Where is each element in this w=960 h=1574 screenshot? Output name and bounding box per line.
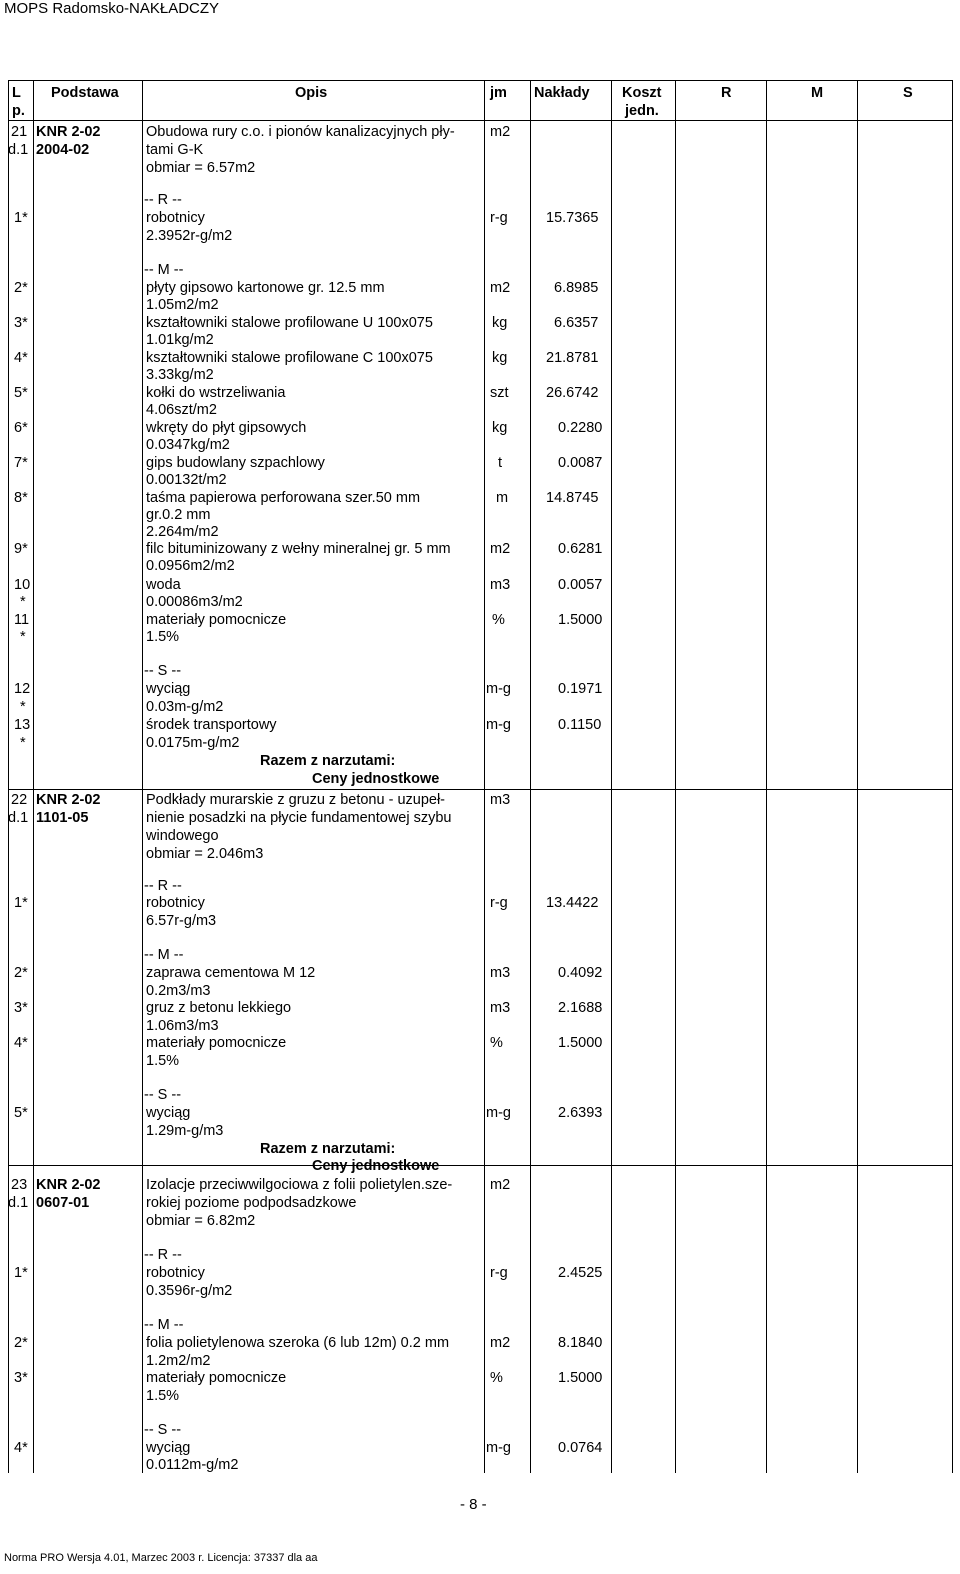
line-quantity: 0.2280 [558, 420, 603, 436]
line-norm: 1.5% [146, 1388, 180, 1404]
line-number-suffix: * [20, 735, 26, 751]
line-unit: m-g [486, 681, 511, 697]
item-unit: m3 [490, 792, 511, 808]
col-header-koszt-2: jedn. [625, 103, 659, 119]
line-quantity: 6.8985 [554, 280, 599, 296]
grid-line [8, 789, 953, 790]
line-norm: 2.264m/m2 [146, 524, 219, 540]
line-quantity: 13.4422 [546, 895, 599, 911]
col-header-lp: L [12, 85, 21, 101]
line-name: wyciąg [146, 681, 191, 697]
line-unit: m3 [490, 577, 511, 593]
line-name: środek transportowy [146, 717, 277, 733]
line-number: 6* [14, 420, 28, 436]
line-name: gips budowlany szpachlowy [146, 455, 325, 471]
line-number-suffix: * [20, 594, 26, 610]
item-description: nienie posadzki na płycie fundamentowej szybu [146, 810, 452, 826]
line-unit: kg [492, 350, 508, 366]
line-name: kształtowniki stalowe profilowane U 100x075 [146, 315, 433, 331]
section-label: -- R -- [144, 192, 182, 208]
section-label: -- M -- [144, 262, 184, 278]
line-number: 2* [14, 965, 28, 981]
line-number: 8* [14, 490, 28, 506]
line-unit: m3 [490, 965, 511, 981]
line-norm: 3.33kg/m2 [146, 367, 214, 383]
line-quantity: 0.0057 [558, 577, 603, 593]
item-number-sub: d.1 [8, 142, 29, 158]
line-number: 9* [14, 541, 28, 557]
line-name-cont: gr.0.2 mm [146, 507, 211, 523]
line-norm: 0.2m3/m3 [146, 983, 211, 999]
line-unit: m3 [490, 1000, 511, 1016]
line-quantity: 26.6742 [546, 385, 599, 401]
line-norm: 0.03m-g/m2 [146, 699, 224, 715]
line-number: 1* [14, 210, 28, 226]
line-norm: 0.3596r-g/m2 [146, 1283, 233, 1299]
line-quantity: 1.5000 [558, 1370, 603, 1386]
line-quantity: 0.1971 [558, 681, 603, 697]
line-name: robotnicy [146, 1265, 205, 1281]
line-number: 1* [14, 1265, 28, 1281]
line-unit: kg [492, 315, 508, 331]
line-number: 7* [14, 455, 28, 471]
section-label: -- S -- [144, 1087, 182, 1103]
col-header-m: M [811, 85, 824, 101]
section-label: -- R -- [144, 1247, 182, 1263]
line-unit: r-g [490, 210, 508, 226]
line-norm: 1.05m2/m2 [146, 297, 219, 313]
col-header-naklady: Nakłady [534, 85, 590, 101]
line-number-suffix: * [20, 699, 26, 715]
line-norm: 1.5% [146, 1053, 180, 1069]
line-name: gruz z betonu lekkiego [146, 1000, 292, 1016]
item-description: Izolacje przeciwwilgociowa z folii polietylen.sze- [146, 1177, 453, 1193]
grid-line [857, 80, 858, 1473]
item-number-sub: d.1 [8, 1195, 29, 1211]
col-header-opis: Opis [295, 85, 328, 101]
item-unit: m2 [490, 1177, 511, 1193]
section-label: -- R -- [144, 878, 182, 894]
grid-line [952, 80, 953, 1473]
line-number: 3* [14, 1370, 28, 1386]
line-name: materiały pomocnicze [146, 1370, 287, 1386]
section-label: -- M -- [144, 947, 184, 963]
window-title: MOPS Radomsko-NAKŁADCZY [4, 0, 220, 17]
item-number-sub: d.1 [8, 810, 29, 826]
line-norm: 1.5% [146, 629, 180, 645]
item-description: tami G-K [146, 142, 204, 158]
line-name: woda [146, 577, 181, 593]
line-unit: szt [490, 385, 509, 401]
line-quantity: 8.1840 [558, 1335, 603, 1351]
line-quantity: 0.4092 [558, 965, 603, 981]
line-norm: 0.00086m3/m2 [146, 594, 243, 610]
line-name: materiały pomocnicze [146, 612, 287, 628]
line-number: 5* [14, 1105, 28, 1121]
item-unit: m2 [490, 124, 511, 140]
col-header-r: R [721, 85, 732, 101]
line-number: 5* [14, 385, 28, 401]
line-number: 2* [14, 1335, 28, 1351]
line-unit: m-g [486, 1105, 511, 1121]
grid-line [766, 80, 767, 1473]
item-number: 21 [11, 124, 28, 140]
grid-line [675, 80, 676, 1473]
grid-line [611, 80, 612, 1473]
line-number: 4* [14, 350, 28, 366]
totals-label: Razem z narzutami: [260, 1141, 396, 1157]
line-name: filc bituminizowany z wełny mineralnej gr. 5 mm [146, 541, 451, 557]
line-norm: 0.0175m-g/m2 [146, 735, 240, 751]
line-name: kształtowniki stalowe profilowane C 100x075 [146, 350, 433, 366]
line-unit: % [490, 1370, 503, 1386]
item-basis: KNR 2-02 [36, 1177, 101, 1193]
line-norm: 1.29m-g/m3 [146, 1123, 224, 1139]
item-number: 22 [11, 792, 28, 808]
page-number: - 8 - [460, 1496, 487, 1513]
grid-line [33, 80, 34, 1473]
section-label: -- M -- [144, 1317, 184, 1333]
line-name: robotnicy [146, 210, 205, 226]
unit-prices-label: Ceny jednostkowe [312, 1158, 440, 1174]
grid-line [142, 80, 143, 1473]
col-header-s: S [903, 85, 913, 101]
line-unit: m2 [490, 1335, 511, 1351]
grid-line [484, 80, 485, 1473]
line-quantity: 14.8745 [546, 490, 599, 506]
grid-line [8, 80, 953, 81]
line-number: 11 [14, 612, 30, 628]
section-label: -- S -- [144, 663, 182, 679]
line-norm: 0.0956m2/m2 [146, 558, 235, 574]
item-description: obmiar = 6.57m2 [146, 160, 256, 176]
line-name: taśma papierowa perforowana szer.50 mm [146, 490, 421, 506]
item-description: Podkłady murarskie z gruzu z betonu - uzupeł- [146, 792, 446, 808]
item-description: obmiar = 2.046m3 [146, 846, 264, 862]
line-number: 3* [14, 1000, 28, 1016]
line-unit: % [492, 612, 505, 628]
line-unit: m-g [486, 1440, 511, 1456]
line-name: wkręty do płyt gipsowych [146, 420, 307, 436]
line-unit: % [490, 1035, 503, 1051]
line-name: kołki do wstrzeliwania [146, 385, 286, 401]
item-basis-code: 0607-01 [36, 1195, 90, 1211]
line-quantity: 1.5000 [558, 612, 603, 628]
item-basis: KNR 2-02 [36, 792, 101, 808]
line-unit: m2 [490, 541, 511, 557]
line-number: 2* [14, 280, 28, 296]
line-unit: m2 [490, 280, 511, 296]
grid-line [8, 80, 9, 1473]
line-number: 4* [14, 1035, 28, 1051]
line-unit: m [496, 490, 509, 506]
grid-line [530, 80, 531, 1473]
line-norm: 0.00132t/m2 [146, 472, 227, 488]
line-quantity: 2.6393 [558, 1105, 603, 1121]
item-description: rokiej poziome podpodsadzkowe [146, 1195, 357, 1211]
line-name: wyciąg [146, 1105, 191, 1121]
col-header-koszt: Koszt [622, 85, 662, 101]
line-number: 4* [14, 1440, 28, 1456]
item-description: Obudowa rury c.o. i pionów kanalizacyjnych pły- [146, 124, 455, 140]
totals-label: Razem z narzutami: [260, 753, 396, 769]
line-norm: 6.57r-g/m3 [146, 913, 217, 929]
line-number: 1* [14, 895, 28, 911]
line-quantity: 2.1688 [558, 1000, 603, 1016]
line-name: zaprawa cementowa M 12 [146, 965, 316, 981]
item-basis-code: 2004-02 [36, 142, 90, 158]
line-unit: r-g [490, 1265, 508, 1281]
line-name: wyciąg [146, 1440, 191, 1456]
cost-table [8, 80, 953, 1473]
line-unit: m-g [486, 717, 511, 733]
line-quantity: 0.0764 [558, 1440, 603, 1456]
line-unit: r-g [490, 895, 508, 911]
item-description: obmiar = 6.82m2 [146, 1213, 256, 1229]
line-quantity: 0.0087 [558, 455, 603, 471]
line-quantity: 1.5000 [558, 1035, 603, 1051]
line-quantity: 6.6357 [554, 315, 599, 331]
line-norm: 0.0112m-g/m2 [146, 1457, 239, 1473]
line-unit: t [498, 455, 503, 471]
software-license-footer: Norma PRO Wersja 4.01, Marzec 2003 r. Licencja: 37337 dla aa [4, 1552, 318, 1564]
line-name: płyty gipsowo kartonowe gr. 12.5 mm [146, 280, 385, 296]
col-header-podstawa: Podstawa [51, 85, 119, 101]
line-number-suffix: * [20, 629, 26, 645]
item-basis-code: 1101-05 [36, 810, 89, 826]
line-number: 13 [14, 717, 31, 733]
line-name: folia polietylenowa szeroka (6 lub 12m) 0.2 mm [146, 1335, 450, 1351]
line-norm: 4.06szt/m2 [146, 402, 217, 418]
line-quantity: 0.6281 [558, 541, 603, 557]
section-label: -- S -- [144, 1422, 182, 1438]
grid-line [8, 1165, 953, 1166]
line-quantity: 2.4525 [558, 1265, 603, 1281]
line-norm: 0.0347kg/m2 [146, 437, 230, 453]
col-header-jm: jm [490, 85, 507, 101]
line-name: materiały pomocnicze [146, 1035, 287, 1051]
unit-prices-label: Ceny jednostkowe [312, 771, 440, 787]
grid-line [8, 120, 953, 121]
line-norm: 1.01kg/m2 [146, 332, 214, 348]
line-norm: 1.06m3/m3 [146, 1018, 219, 1034]
line-norm: 2.3952r-g/m2 [146, 228, 233, 244]
line-unit: kg [492, 420, 508, 436]
line-number: 10 [14, 577, 31, 593]
line-quantity: 21.8781 [546, 350, 599, 366]
line-name: robotnicy [146, 895, 205, 911]
line-number: 12 [14, 681, 31, 697]
item-description: windowego [146, 828, 219, 844]
line-quantity: 15.7365 [546, 210, 599, 226]
col-header-lp-2: p. [12, 103, 25, 119]
line-norm: 1.2m2/m2 [146, 1353, 211, 1369]
item-number: 23 [11, 1177, 28, 1193]
item-basis: KNR 2-02 [36, 124, 101, 140]
line-number: 3* [14, 315, 28, 331]
line-quantity: 0.1150 [558, 717, 602, 733]
